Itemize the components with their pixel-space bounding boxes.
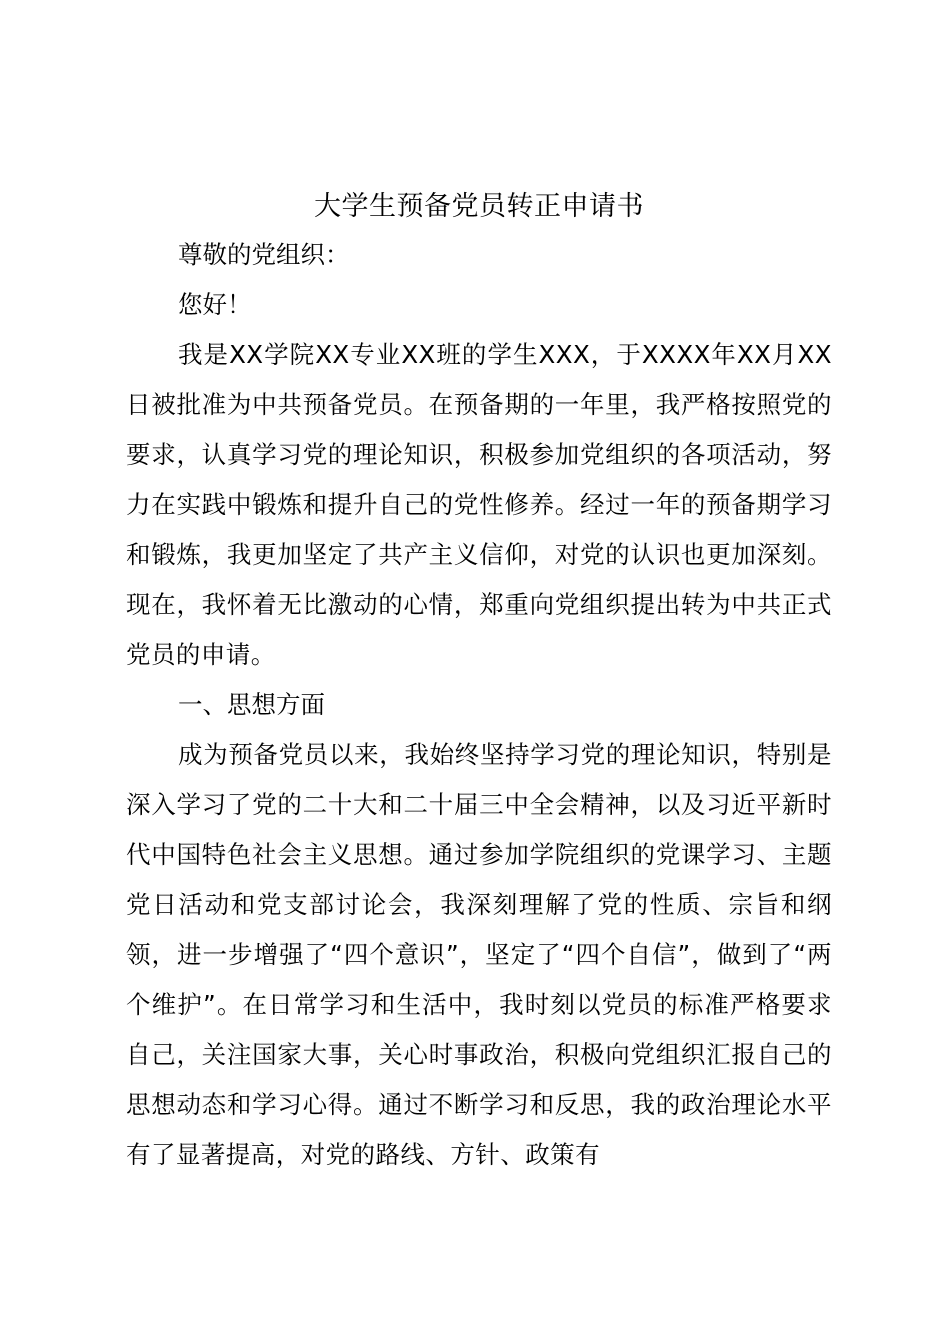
document-page — [126, 184, 832, 1180]
section-paragraph-thought: 成为预备党员以来，我始终坚持学习党的理论知识，特别是深入学习了党的二十大和二十届三中全会精神，以及习近平新时代中国特色社会主义思想。通过参加学院组织的党课学习、主题党日活动和党支部讨论会，我深刻理解了党的性质、宗旨和纲领，进一步增强了“四个意识”，坚定了“四个自信”，做到了“两个维护”。在日常学习和生活中，我时刻以党员的标准严格要求自己，关注国家大事，关心时事政治，积极向党组织汇报自己的思想动态和学习心得。通过不断学习和反思，我的政治理论水平有了显著提高，对党的路线、方针、政策有 — [126, 740, 832, 1169]
intro-paragraph: 我是XX学院XX专业XX班的学生XXX，于XXXX年XX月XX日被批准为中共预备党员。在预备期的一年里，我严格按照党的要求，认真学习党的理论知识，积极参加党组织的各项活动，努力在实践中锻炼和提升自己的党性修养。经过一年的预备期学习和锻炼，我更加坚定了共产主义信仰，对党的认识也更加深刻。现在，我怀着无比激动的心情，郑重向党组织提出转为中共正式党员的申请。 — [126, 340, 832, 669]
greeting: 您好！ — [178, 290, 252, 319]
salutation: 尊敬的党组织： — [178, 240, 350, 269]
document-title: 大学生预备党员转正申请书 — [314, 191, 644, 222]
section-heading-thought: 一、思想方面 — [178, 690, 325, 719]
